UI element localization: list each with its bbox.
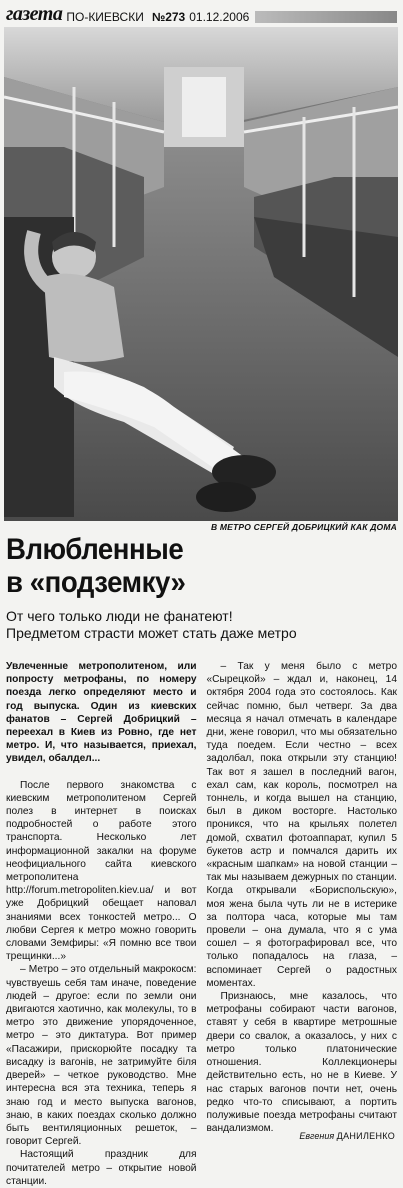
author-signature (299, 1131, 395, 1141)
article-headline (6, 533, 366, 599)
subhead-line-1: От чего только люди не фанатеют! (6, 608, 233, 624)
newspaper-logo: газета (6, 3, 63, 25)
metro-car-photo (4, 27, 398, 521)
paragraph: Настоящий праздник для почитателей метро – открытие новой станции. (6, 1149, 197, 1187)
subhead-line-2: Предметом страсти может стать даже метро (6, 625, 297, 641)
newspaper-region: ПО-КИЕВСКИ (66, 10, 144, 24)
column-right (207, 660, 398, 1138)
column-left (6, 660, 197, 1187)
article-lead: Увлеченные метрополитеном, или попросту метрофаны, по номеру поезда легко определяют место и год выпуска. Один из киевских фанатов – Сергей Добрицкий – переехал в Киев из Ровно, где нет метро. И, что называется, приехал, увидел, обалдел... (6, 661, 197, 765)
paragraph: – Метро – это отдельный макрокосм: чувствуешь себя там иначе, поведение людей – другое: если по земли они двигаются хаотично, как молекулы, то в метро это движение упорядоченное, метро – это диктатура. Вот пример «Пасажири, прискорюйте посадку та висадку із вагонів, не затримуйте біля дверей» – четкое руководство. Мне интересна вся эта техника, теперь я знаю год и место выпуска вагонов, знаю, в каких поездах сколько должно быть вентиляционных решеток, – говорит Сергей. (6, 964, 197, 1148)
issue-date: 01.12.2006 (189, 10, 250, 24)
article-subhead (6, 608, 401, 642)
article-body (6, 660, 397, 1187)
author-first-name: Евгения (299, 1131, 335, 1141)
photo-caption: В МЕТРО СЕРГЕЙ ДОБРИЦКИЙ КАК ДОМА (210, 522, 397, 532)
masthead (6, 2, 397, 24)
masthead-bar (255, 11, 397, 23)
article-photo (4, 27, 398, 521)
author-last-name: ДАНИЛЕНКО (336, 1131, 395, 1141)
paragraph: После первого знакомства с киевским метрополитеном Сергей полез в интернет в поисках подробностей о работе этого транспорта. Несколько лет информационной закалки на форуме неофициального сайта киевского метрополитена http://forum.metropoliten.kiev.ua/ и вот уже Добрицкий обещает наповал знаниями всех тонкостей метро... О любви Сергея к метро можно говорить словами Земфиры: «Я помню все твои трещинки...» (6, 779, 197, 963)
paragraph: Признаюсь, мне казалось, что метрофаны собирают части вагонов, ставят у себя в квартире метрошные двери со свалок, а оказалось, у них с метро только платонические отношения. Коллекционеры действительно есть, но не в Киеве. У нас старых вагонов почти нет, очень редко что-то списывают, а портить полуживые поезда метрофаны считают вандализмом. (206, 991, 397, 1135)
paragraph: – Так у меня было с метро «Сырецкой» – ждал и, наконец, 14 октября 2004 года это состоялось. Как сейчас помню, был четверг. За два месяца я начал отмечать в календаре дни, жене говорил, что мы обязательно туда поедем. Если честно – всех задолбал, пока открыли эту станцию! Так вот я зашел в последний вагон, ехал сам, как король, посмотрел на тоннель, и когда вышел на станцию, был в диком восторге. Настолько проникся, что на крыльях полетел домой, схватил фотоаппарат, купил 5 букетов астр и помчался дарить их «красным шапкам» на новой станции – так мы называем дежурных по станции. Когда открывали «Бориспольскую», моя жена была чуть ли не в истерике за полтора часа, которые мы там провели – она думала, что я с ума сошел – я фотографировал все, что только попадалось на глаза, – вспоминает Сергей о радостных моментах. (206, 661, 397, 989)
issue-number: №273 (151, 10, 186, 24)
headline-line-1: Влюбленные (6, 533, 184, 566)
headline-line-2: в «подземку» (6, 566, 186, 599)
